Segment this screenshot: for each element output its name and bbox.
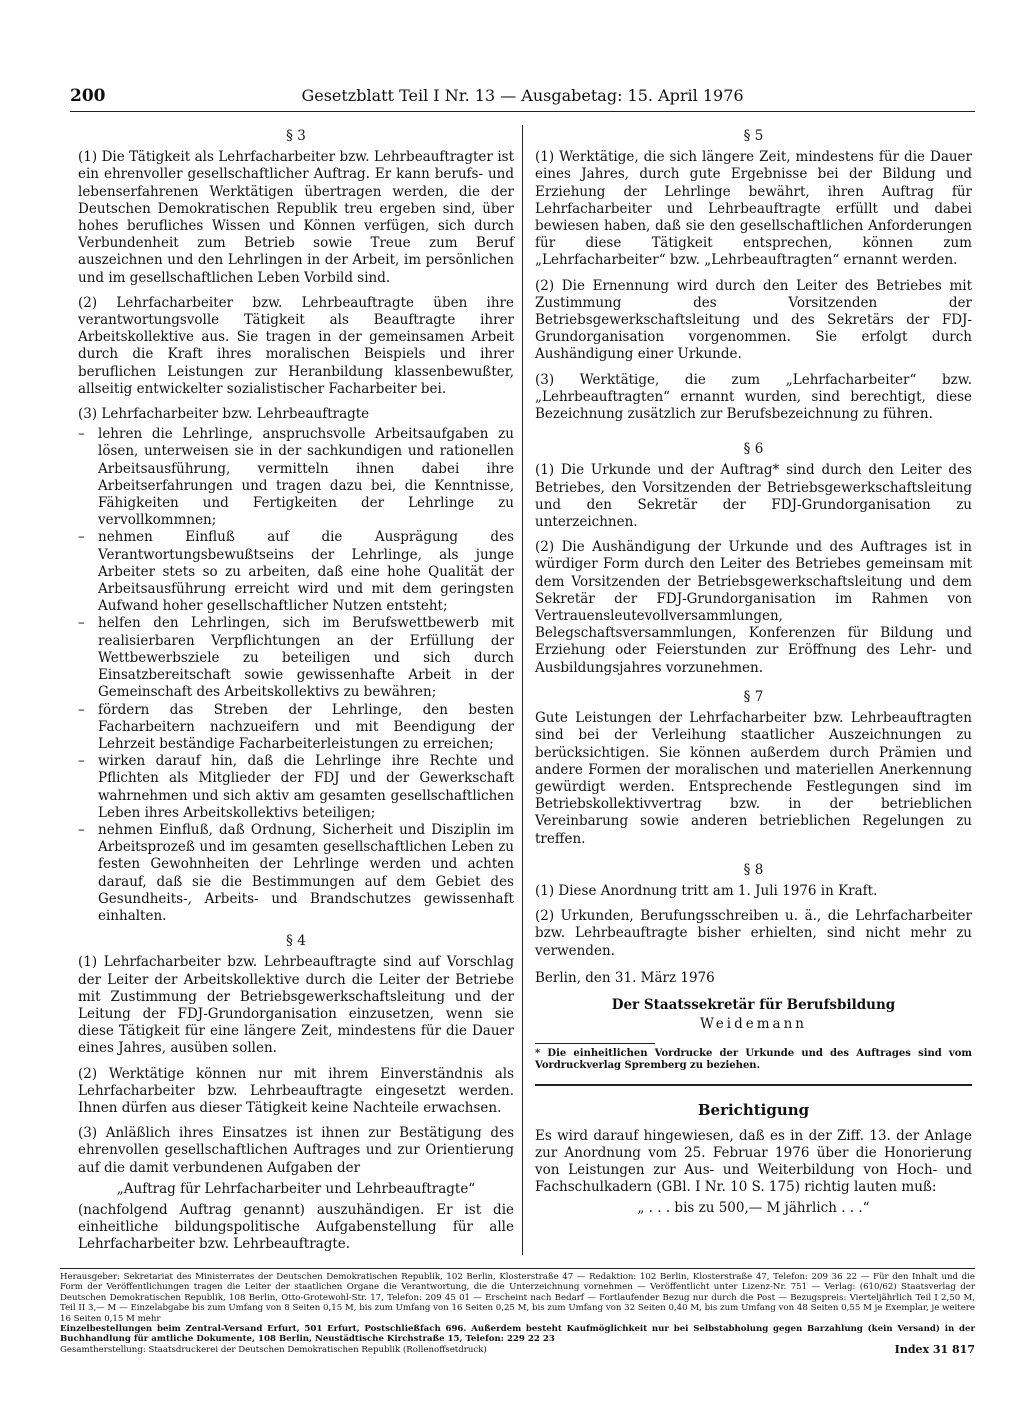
section-rule xyxy=(535,1084,972,1086)
imprint-publisher: Herausgeber: Sekretariat des Ministerrates der Deutschen Demokratischen Republik, 102 Berlin, Klosterstraße 47 — Redaktion: 102 Berlin, Klosterstraße 47, Telefon: 209 36 22 — Für den Inhalt und die Form der Veröffentlichungen tragen die Leiter der staatlichen Organe die Verantwortung, die die Unterzeichnung vornehmen — Veröffentlicht unter Lizenz-Nr. 751 — Verlag: (610/62) Staatsverlag der Deutschen Demokratischen Republik, 108 Berlin, Otto-Grotewohl-Str. 17, Telefon: 209 45 01 — Erscheint nach Bedarf — Fortlaufender Bezug nur durch die Post — Bezugspreis: Vierteljährlich Teil I 2,50 M, Teil II 3,— M — Einzelabgabe bis zum Umfang von 8 Seiten 0,15 M, bis zum Umfang von 16 Seiten 0,25 M, bis zum Umfang von 32 Seiten 0,40 M, bis zum Umfang von 48 Seiten 0,55 M je Exemplar, je weitere 16 Seiten 0,15 M mehr xyxy=(60,1272,975,1324)
paragraph: (2) Werktätige können nur mit ihrem Einverständnis als Lehrfacharbeiter bzw. Lehrbeauftragte eingesetzt werden. Ihnen dürfen aus dieser Tätigkeit keine Nachteile erwachsen. xyxy=(78,1065,514,1116)
list-item: – fördern das Streben der Lehrlinge, den besten Facharbeitern nachzueifern und mit Beendigung der Lehrzeit beständige Facharbeiterleistungen zu erreichen; xyxy=(78,702,514,754)
date-line: Berlin, den 31. März 1976 xyxy=(535,969,715,986)
list-item: – helfen den Lehrlingen, sich im Berufswettbewerb mit realisierbaren Verpflichtungen an der Erfüllung der Wettbewerbsziele zu beteiligen und sich durch Einsatzbereitschaft sowie gewissenhafte Arbeit in der Gemeinschaft des Arbeitskollektivs zu bewähren; xyxy=(78,615,514,701)
footnote-rule xyxy=(535,1043,655,1044)
paragraph: (1) Die Tätigkeit als Lehrfacharbeiter bzw. Lehrbeauftragter ist ein ehrenvoller gesellschaftlicher Auftrag. Er kann berufs- und lebenserfahrenen Werktätigen übertragen werden, die der Deutschen Demokratischen Republik treu ergeben sind, über hohes berufliches Wissen und Können verfügen, sich durch Verbundenheit zum Betrieb sowie Treue zum Beruf auszeichnen und den Lehrlingen in der Arbeit, im persönlichen und im gesellschaftlichen Leben Vorbild sind. xyxy=(78,149,514,286)
imprint-printer: Gesamtherstellung: Staatsdruckerei der Deutschen Demokratischen Republik (Rollenoffsetdruck) xyxy=(60,1344,487,1355)
section-heading-5: § 5 xyxy=(743,128,764,144)
index-number: Index 31 817 xyxy=(894,1342,975,1356)
paragraph: (2) Lehrfacharbeiter bzw. Lehrbeauftragte üben ihre verantwortungsvolle Tätigkeit als Beauftragte ihrer Arbeitskollektive aus. Sie tragen in der gemeinsamen Arbeit durch die Kraft ihres moralischen Beispiels und ihrer beruflichen Leistungen zur Heranbildung klassenbewußter, allseitig entwickelter sozialistischer Facharbeiter bei. xyxy=(78,294,514,397)
right-column xyxy=(535,128,972,1226)
imprint xyxy=(60,1272,975,1355)
section-heading-7: § 7 xyxy=(743,688,764,705)
paragraph: (2) Die Ernennung wird durch den Leiter des Betriebes mit Zustimmung des Vorsitzenden der Betriebsgewerkschaftsleitung und des Sekretärs der FDJ-Grundorganisation vorgenommen. Sie erfolgt durch Aushändigung einer Urkunde. xyxy=(535,277,972,363)
footnote: * Die einheitlichen Vordrucke der Urkunde und des Auftrages sind vom Vordruckverlag Spremberg zu beziehen. xyxy=(535,1048,972,1072)
signer-name: Weidemann xyxy=(700,1016,807,1033)
signer-title: Der Staatssekretär für Berufsbildung xyxy=(611,996,896,1013)
section-heading-3: § 3 xyxy=(286,128,306,144)
header-rule xyxy=(70,111,975,112)
imprint-footer xyxy=(60,1342,975,1356)
paragraph: (1) Werktätige, die sich längere Zeit, mindestens für die Dauer eines Jahres, durch gute Ergebnisse bei der Bildung und Erziehung der Lehrlinge bewährt, ihren Auftrag für Lehrfacharbeiter und Lehrbeauftragte erfüllt und dabei bewiesen haben, daß sie den gesellschaftlichen Anforderungen für diese Tätigkeit entsprechen, können zum „Lehrfacharbeiter“ bzw. „Lehrbeauftragten“ ernannt werden. xyxy=(535,149,972,269)
imprint-rule xyxy=(60,1268,975,1269)
paragraph: (1) Diese Anordnung tritt am 1. Juli 1976 in Kraft. xyxy=(535,882,878,899)
page-title: Gesetzblatt Teil I Nr. 13 — Ausgabetag: 15. April 1976 xyxy=(301,86,744,105)
section-heading-8: § 8 xyxy=(743,861,764,878)
dash-list xyxy=(78,426,514,925)
paragraph: (3) Anläßlich ihres Einsatzes ist ihnen zur Bestätigung des ehrenvollen gesellschaftlichen Auftrages und zur Orientierung auf die damit verbundenen Aufgaben der xyxy=(78,1125,514,1176)
quote: „Auftrag für Lehrfacharbeiter und Lehrbeauftragte“ xyxy=(116,1180,476,1197)
quote: „ . . . bis zu 500,— M jährlich . . .“ xyxy=(637,1200,870,1217)
paragraph: (3) Werktätige, die zum „Lehrfacharbeiter“ bzw. „Lehrbeauftragten“ ernannt wurden, sind berechtigt, diese Bezeichnung zusätzlich zur Berufsbezeichnung zu führen. xyxy=(535,371,972,423)
column-divider xyxy=(522,125,523,1255)
page-header xyxy=(70,86,975,110)
list-item: – wirken darauf hin, daß die Lehrlinge ihre Rechte und Pflichten als Mitglieder der FDJ und der Gewerkschaft wahrnehmen und sich aktiv am gesamten gesellschaftlichen Leben ihres Arbeitskollektivs beteiligen; xyxy=(78,753,514,822)
paragraph: Es wird darauf hingewiesen, daß es in der Ziff. 13. der Anlage zur Anordnung vom 25. Februar 1976 über die Honorierung von Leistungen zur Aus- und Weiterbildung von Hoch- und Fachschulkadern (GBl. I Nr. 10 S. 175) richtig lauten muß: xyxy=(535,1127,972,1196)
paragraph: (1) Die Urkunde und der Auftrag* sind durch den Leiter des Betriebes, den Vorsitzenden der Betriebsgewerkschaftsleitung und den Sekretär der FDJ-Grundorganisation zu unterzeichnen. xyxy=(535,462,972,531)
page-number: 200 xyxy=(70,86,106,106)
paragraph: (3) Lehrfacharbeiter bzw. Lehrbeauftragte xyxy=(78,406,370,423)
list-item: – nehmen Einfluß, daß Ordnung, Sicherheit und Disziplin im Arbeitsprozeß und im gesamten gesellschaftlichen Leben zu festen Gewohnheiten der Lehrlinge werden und achten darauf, daß sie die Bestimmungen auf dem Gebiet des Gesundheits-, Arbeits- und Brandschutzes gewissenhaft einhalten. xyxy=(78,822,514,925)
left-column xyxy=(78,128,514,1262)
imprint-orders: Einzelbestellungen beim Zentral-Versand Erfurt, 501 Erfurt, Postschließfach 696. Außerdem besteht Kaufmöglichkeit nur bei Selbstabholung gegen Barzahlung (kein Versand) in der Buchhandlung für amtliche Dokumente, 108 Berlin, Neustädtische Kirchstraße 15, Telefon: 229 22 23 xyxy=(60,1324,975,1345)
paragraph: Gute Leistungen der Lehrfacharbeiter bzw. Lehrbeauftragten sind bei der Verleihung staatlicher Auszeichnungen zu berücksichtigen. Sie können außerdem durch Prämien und andere Formen der moralischen und materiellen Anerkennung gewürdigt werden. Entsprechende Festlegungen sind im Betriebskollektivvertrag bzw. in der betrieblichen Vereinbarung sowie anderen betrieblichen Regelungen zu treffen. xyxy=(535,710,972,847)
section-heading-6: § 6 xyxy=(743,441,764,458)
paragraph: (nachfolgend Auftrag genannt) auszuhändigen. Er ist die einheitliche bildungspolitische Aufgabenstellung für alle Lehrfacharbeiter bzw. Lehrbeauftragte. xyxy=(78,1201,514,1253)
list-item: – lehren die Lehrlinge, anspruchsvolle Arbeitsaufgaben zu lösen, unterweisen sie in der sachkundigen und rationellen Arbeitsausführung, vermitteln ihnen dabei ihre Arbeitserfahrungen und tragen dazu bei, die Kenntnisse, Fähigkeiten und Fertigkeiten der Lehrlinge zu vervollkommnen; xyxy=(78,426,514,529)
paragraph: (2) Die Aushändigung der Urkunde und des Auftrages ist in würdiger Form durch den Leiter des Betriebes gemeinsam mit dem Vorsitzenden der Betriebsgewerkschaftsleitung und dem Sekretär der FDJ-Grundorganisation im Rahmen von Vertrauensleutevollversammlungen, Belegschaftsversammlungen, Konferenzen für Bildung und Erziehung oder Feierstunden zur Eröffnung des Lehr- und Ausbildungsjahres vorzunehmen. xyxy=(535,539,972,676)
section-heading-4: § 4 xyxy=(286,933,306,950)
paragraph: (1) Lehrfacharbeiter bzw. Lehrbeauftragte sind auf Vorschlag der Leiter der Arbeitskollektive durch die Leiter der Betriebe mit Zustimmung der Betriebsgewerkschaftsleitung und der Leitung der FDJ-Grundorganisation einzusetzen, wenn sie diese Tätigkeit für eine längere Zeit, mindestens für die Dauer eines Jahres, ausüben sollen. xyxy=(78,954,514,1057)
list-item: – nehmen Einfluß auf die Ausprägung des Verantwortungsbewußtseins der Lehrlinge, als junge Arbeiter stets so zu arbeiten, daß eine hohe Qualität der Arbeitsausführung erreicht wird und mit dem geringsten Aufwand hoher gesellschaftlicher Nutzen entsteht; xyxy=(78,529,514,615)
berichtigung-title: Berichtigung xyxy=(697,1101,810,1120)
paragraph: (2) Urkunden, Berufungsschreiben u. ä., die Lehrfacharbeiter bzw. Lehrbeauftragte bisher erhielten, sind nicht mehr zu verwenden. xyxy=(535,908,972,959)
